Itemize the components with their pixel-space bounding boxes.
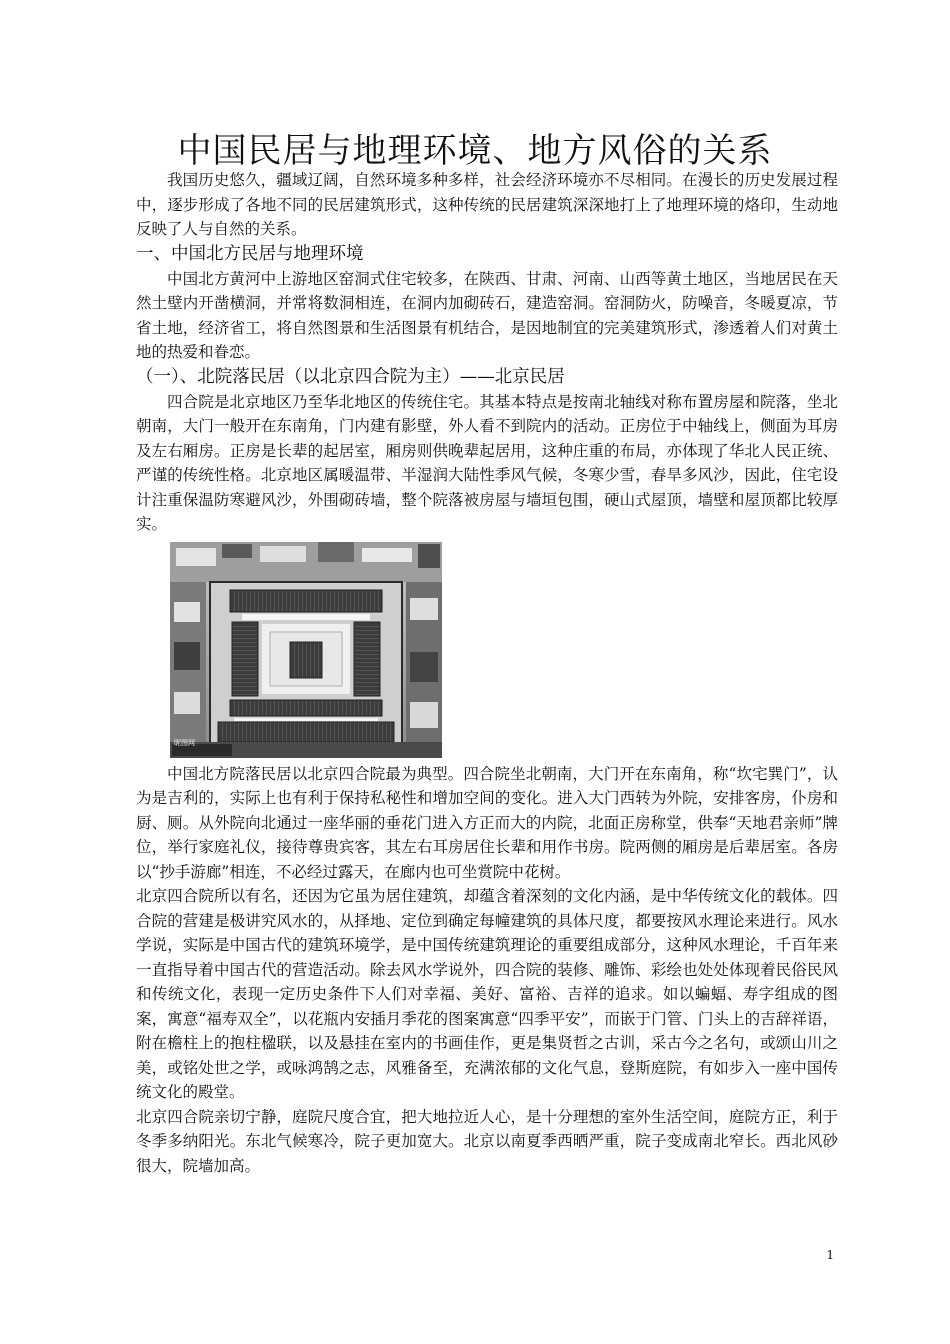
paragraph-siheyuan-layout: 中国北方院落民居以北京四合院最为典型。四合院坐北朝南，大门开在东南角，称“坎宅巽门”，认为是吉利的，实际上也有利于保持私秘性和增加空间的变化。进入大门西转为外院，安排客房，仆房和厨、厕。从外院向北通过一座华丽的垂花门进入方正而大的内院，北面正房称堂，供奉“天地君亲师”牌位，举行家庭礼仪，接待尊贵宾客，其左右耳房居住长辈和用作书房。院两侧的厢房是后辈居室。各房以“抄手游廊”相连，不必经过露天，在廊内也可坐赏院中花树。 xyxy=(136,764,838,881)
section-heading-north: 一、中国北方民居与地理环境 xyxy=(136,243,364,264)
subsection-paragraph-siheyuan: 四合院是北京地区乃至华北地区的传统住宅。其基本特点是按南北轴线对称布置房屋和院落，坐北朝南，大门一般开在东南角，门内建有影壁，外人看不到院内的活动。正房位于中轴线上，侧面为耳房及左右厢房。正房是长辈的起居室，厢房则供晚辈起居用，这种庄重的布局，亦体现了华北人民正统、严谨的传统性格。北京地区属暖温带、半湿润大陆性季风气候，冬寒少雪，春旱多风沙，因此，住宅设计注重保温防寒避风沙，外围砌砖墙，整个院落被房屋与墙垣包围，硬山式屋顶，墙壁和屋顶都比较厚实。 xyxy=(136,392,838,533)
paragraph-siheyuan-climate: 北京四合院亲切宁静，庭院尺度合宜，把大地拉近人心，是十分理想的室外生活空间，庭院方正，利于冬季多纳阳光。东北气候寒冷，院子更加宽大。北京以南夏季西晒严重，院子变成南北窄长。西北风砂很大，院墙加高。 xyxy=(136,1107,838,1175)
subsection-heading-courtyard: （一）、北院落民居（以北京四合院为主）——北京民居 xyxy=(136,366,565,387)
document-body xyxy=(136,168,838,1178)
section-paragraph-cave-dwellings: 中国北方黄河中上游地区窑洞式住宅较多，在陕西、甘肃、河南、山西等黄土地区，当地居民在天然土壁内开凿横洞，并常将数洞相连，在洞内加砌砖石，建造窑洞。窑洞防火，防噪音，冬暖夏凉，节省土地，经济省工，将自然图景和生活图景有机结合，是因地制宜的完美建筑形式，渗透着人们对黄土地的热爱和眷恋。 xyxy=(136,269,838,361)
intro-paragraph: 我国历史悠久，疆域辽阔，自然环境多种多样，社会经济环境亦不尽相同。在漫长的历史发展过程中，逐步形成了各地不同的民居建筑形式，这种传统的民居建筑深深地打上了地理环境的烙印，生动地反映了人与自然的关系。 xyxy=(136,171,838,238)
siheyuan-photo xyxy=(170,542,442,758)
page-number: 1 xyxy=(826,1248,834,1262)
page-title: 中国民居与地理环境、地方风俗的关系 xyxy=(177,130,773,171)
photo-watermark: 昵图网 xyxy=(174,739,195,747)
paragraph-siheyuan-culture: 北京四合院所以有名，还因为它虽为居住建筑，却蕴含着深刻的文化内涵，是中华传统文化的载体。四合院的营建是极讲究风水的，从择地、定位到确定每幢建筑的具体尺度，都要按风水理论来进行。风水学说，实际是中国古代的建筑环境学，是中国传统建筑理论的重要组成部分，这种风水理论，千百年来一直指导着中国古代的营造活动。除去风水学说外，四合院的装修、雕饰、彩绘也处处体现着民俗民风和传统文化，表现一定历史条件下人们对幸福、美好、富裕、吉祥的追求。如以蝙蝠、寿字组成的图案，寓意“福寿双全”，以花瓶内安插月季花的图案寓意“四季平安”，而嵌于门管、门头上的吉辞祥语，附在檐柱上的抱柱楹联，以及悬挂在室内的书画佳作，更是集贤哲之古训，采古今之名句，或颂山川之美，或铭处世之学，或咏鸿鹄之志，风雅备至，充满浓郁的文化气息，登斯庭院，有如步入一座中国传统文化的殿堂。 xyxy=(136,887,838,1101)
